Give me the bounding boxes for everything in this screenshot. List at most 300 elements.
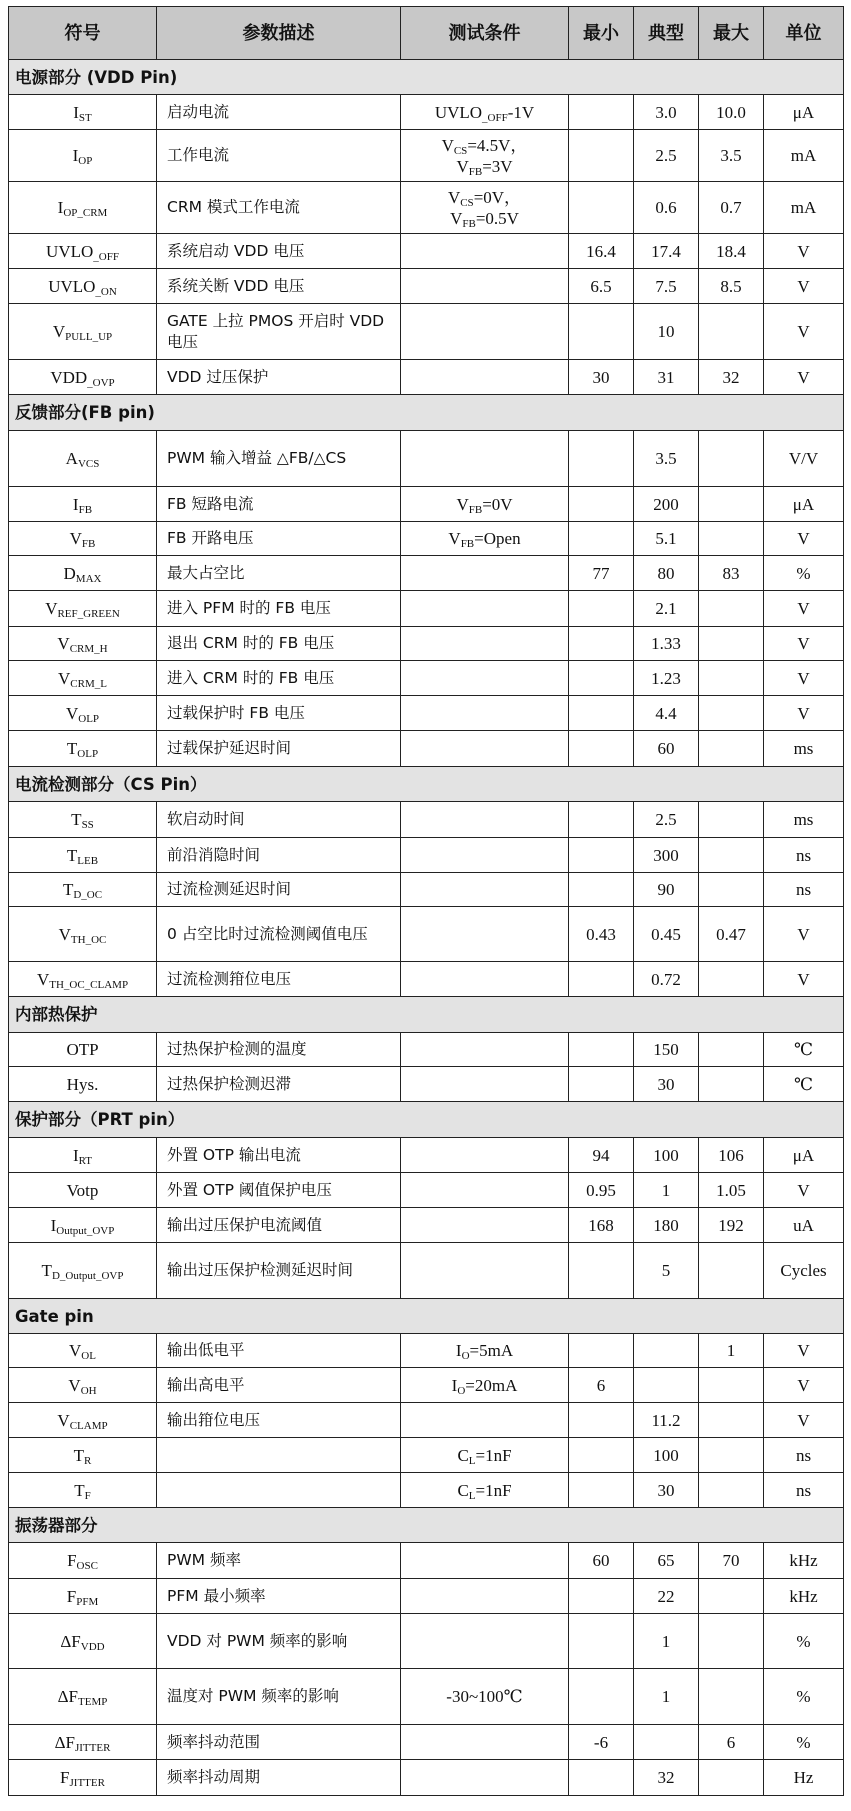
symbol-subscript: TH_OC [70, 933, 107, 946]
value-max [699, 873, 764, 907]
symbol-subscript: F [84, 1489, 91, 1502]
symbol-base: VDD [50, 367, 88, 387]
value-typ: 3.0 [634, 95, 699, 130]
symbol-base: I [72, 146, 79, 165]
value-typ: 100 [634, 1138, 699, 1173]
symbol-subscript: MAX [75, 572, 102, 585]
value-min: 6.5 [569, 269, 634, 304]
table-row [9, 1334, 844, 1368]
value-unit: V [764, 1173, 844, 1208]
test-condition [401, 1138, 569, 1173]
value-min [569, 1669, 634, 1725]
value-typ: 30 [634, 1067, 699, 1102]
value-unit: V [764, 360, 844, 395]
test-condition [401, 1173, 569, 1208]
parameter-description: VDD 过压保护 [157, 360, 401, 395]
symbol-subscript: _OFF [93, 250, 119, 263]
electrical-characteristics-table [8, 6, 844, 1796]
value-unit: V [764, 234, 844, 269]
value-unit: V [764, 907, 844, 962]
symbol-base: I [50, 1215, 57, 1235]
table-row [9, 1243, 844, 1299]
value-max [699, 1403, 764, 1438]
value-typ: 1.33 [634, 627, 699, 661]
value-typ: 5 [634, 1243, 699, 1299]
test-condition [401, 1614, 569, 1669]
symbol-subscript: SS [81, 819, 94, 831]
value-typ: 180 [634, 1208, 699, 1243]
parameter-symbol [9, 556, 157, 591]
parameter-description: 输出过压保护电流阈值 [157, 1208, 401, 1243]
table-row [9, 1579, 844, 1614]
value-unit: Cycles [764, 1243, 844, 1299]
symbol-base: F [60, 1768, 70, 1787]
value-unit: ℃ [764, 1033, 844, 1067]
section-title: 振荡器部分 [9, 1508, 844, 1543]
parameter-symbol [9, 838, 157, 873]
value-unit: ms [764, 802, 844, 838]
header-description: 参数描述 [157, 7, 401, 60]
parameter-description: 过热保护检测的温度 [157, 1033, 401, 1067]
value-unit: kHz [764, 1543, 844, 1579]
value-max [699, 696, 764, 731]
test-condition: $I_O=5mA$ [401, 1334, 569, 1368]
value-max [699, 431, 764, 487]
value-typ [634, 1368, 699, 1403]
parameter-description: 输出箝位电压 [157, 1403, 401, 1438]
value-unit: V [764, 591, 844, 627]
value-unit: V [764, 1403, 844, 1438]
value-typ: 17.4 [634, 234, 699, 269]
parameter-symbol [9, 962, 157, 997]
parameter-symbol [9, 269, 157, 304]
parameter-description: PWM 输入增益 △FB/△CS [157, 431, 401, 487]
table-row [9, 1138, 844, 1173]
value-typ: 7.5 [634, 269, 699, 304]
parameter-symbol [9, 1368, 157, 1403]
parameter-description: 工作电流 [157, 130, 401, 182]
parameter-description: GATE 上拉 PMOS 开启时 VDD 电压 [157, 304, 401, 360]
test-condition [401, 1208, 569, 1243]
value-unit: V [764, 661, 844, 696]
test-condition [401, 962, 569, 997]
symbol-subscript: VCS [77, 458, 100, 470]
value-max [699, 1760, 764, 1796]
value-unit: % [764, 1669, 844, 1725]
table-row [9, 1473, 844, 1508]
table-row [9, 1725, 844, 1760]
value-max [699, 487, 764, 522]
value-unit: uA [764, 1208, 844, 1243]
table-row [9, 1033, 844, 1067]
parameter-symbol [9, 1438, 157, 1473]
symbol-base: V [57, 634, 70, 653]
value-typ: 60 [634, 731, 699, 767]
parameter-description: 频率抖动周期 [157, 1760, 401, 1796]
value-unit: V [764, 962, 844, 997]
value-max: 70 [699, 1543, 764, 1579]
value-typ: 100 [634, 1438, 699, 1473]
value-unit: V/V [764, 431, 844, 487]
value-max [699, 1438, 764, 1473]
value-max: 83 [699, 556, 764, 591]
value-typ: 31 [634, 360, 699, 395]
value-min [569, 1760, 634, 1796]
value-unit: V [764, 522, 844, 556]
value-min: 94 [569, 1138, 634, 1173]
value-max: 192 [699, 1208, 764, 1243]
symbol-base: T [74, 1480, 85, 1500]
value-unit: V [764, 696, 844, 731]
table-row [9, 130, 844, 182]
test-condition: $V_{CS}=0V$， $V_{FB}=0.5V$ [401, 182, 569, 234]
value-min [569, 1067, 634, 1102]
symbol-base: V [69, 1341, 82, 1360]
parameter-description: 退出 CRM 时的 FB 电压 [157, 627, 401, 661]
test-condition [401, 873, 569, 907]
section-title: 电流检测部分（CS Pin） [9, 767, 844, 802]
symbol-subscript: OL [81, 1350, 96, 1362]
section-header-row [9, 767, 844, 802]
value-typ: 80 [634, 556, 699, 591]
value-unit: ns [764, 838, 844, 873]
table-row [9, 1368, 844, 1403]
parameter-symbol [9, 1243, 157, 1299]
header-condition: 测试条件 [401, 7, 569, 60]
parameter-description: VDD 对 PWM 频率的影响 [157, 1614, 401, 1669]
value-unit: % [764, 1725, 844, 1760]
parameter-symbol [9, 696, 157, 731]
value-max: 1.05 [699, 1173, 764, 1208]
test-condition [401, 269, 569, 304]
value-min [569, 731, 634, 767]
parameter-symbol [9, 627, 157, 661]
value-min: -6 [569, 1725, 634, 1760]
value-unit: mA [764, 182, 844, 234]
table-row [9, 360, 844, 395]
parameter-symbol [9, 360, 157, 395]
symbol-subscript: LEB [77, 854, 99, 867]
symbol-base: I [72, 494, 79, 514]
value-max: 8.5 [699, 269, 764, 304]
symbol-subscript: OP_CRM [63, 207, 108, 219]
section-header-row [9, 60, 844, 95]
value-min [569, 661, 634, 696]
test-condition [401, 1543, 569, 1579]
value-min [569, 1473, 634, 1508]
test-condition [401, 731, 569, 767]
symbol-base: ΔF [54, 1732, 75, 1752]
symbol-base: I [73, 102, 79, 122]
value-min [569, 802, 634, 838]
value-unit: ℃ [764, 1067, 844, 1102]
header-min: 最小 [569, 7, 634, 60]
symbol-base: UVLO [46, 241, 94, 261]
symbol-base: T [71, 810, 82, 829]
parameter-symbol [9, 130, 157, 182]
symbol-base: I [57, 198, 64, 217]
symbol-base: ΔF [57, 1687, 79, 1706]
value-min [569, 487, 634, 522]
value-typ: 11.2 [634, 1403, 699, 1438]
test-condition [401, 907, 569, 962]
value-min [569, 130, 634, 182]
symbol-base: ΔF [60, 1631, 81, 1651]
value-unit: μA [764, 1138, 844, 1173]
value-min: 16.4 [569, 234, 634, 269]
table-row [9, 1543, 844, 1579]
test-condition: -30~100℃ [401, 1669, 569, 1725]
value-typ: 22 [634, 1579, 699, 1614]
symbol-subscript: CRM_H [69, 643, 108, 655]
parameter-description: 外置 OTP 输出电流 [157, 1138, 401, 1173]
parameter-symbol [9, 1614, 157, 1669]
symbol-base: V [45, 599, 58, 618]
symbol-subscript: D_OC [73, 889, 103, 901]
parameter-description: 软启动时间 [157, 802, 401, 838]
symbol-subscript: OP [78, 155, 93, 167]
parameter-description: 过热保护检测迟滞 [157, 1067, 401, 1102]
section-title: 电源部分 (VDD Pin) [9, 60, 844, 95]
test-condition: $V_{FB}=0V$ [401, 487, 569, 522]
table-row [9, 1669, 844, 1725]
value-unit: μA [764, 487, 844, 522]
section-title: 内部热保护 [9, 997, 844, 1033]
value-unit: V [764, 269, 844, 304]
symbol-subscript: TEMP [78, 1696, 108, 1708]
test-condition [401, 360, 569, 395]
table-row [9, 1438, 844, 1473]
parameter-symbol [9, 661, 157, 696]
value-unit: kHz [764, 1579, 844, 1614]
section-title: 反馈部分(FB pin) [9, 395, 844, 431]
symbol-subscript: PULL_UP [65, 331, 113, 343]
value-unit: Hz [764, 1760, 844, 1796]
parameter-symbol [9, 1725, 157, 1760]
table-row [9, 962, 844, 997]
value-min: 0.95 [569, 1173, 634, 1208]
symbol-subscript: REF_GREEN [57, 608, 120, 620]
parameter-symbol [9, 1543, 157, 1579]
symbol-base: V [52, 322, 66, 341]
parameter-symbol [9, 487, 157, 522]
parameter-description: 系统关断 VDD 电压 [157, 269, 401, 304]
value-typ: 5.1 [634, 522, 699, 556]
value-min [569, 522, 634, 556]
table-row [9, 627, 844, 661]
value-min [569, 304, 634, 360]
parameter-symbol [9, 234, 157, 269]
value-unit: V [764, 304, 844, 360]
value-min: 77 [569, 556, 634, 591]
parameter-description: 启动电流 [157, 95, 401, 130]
table-row [9, 591, 844, 627]
parameter-symbol [9, 1669, 157, 1725]
section-header-row [9, 1299, 844, 1334]
value-max: 10.0 [699, 95, 764, 130]
section-header-row [9, 1102, 844, 1138]
symbol-subscript: PFM [76, 1595, 99, 1608]
value-max: 32 [699, 360, 764, 395]
test-condition [401, 1579, 569, 1614]
value-unit: μA [764, 95, 844, 130]
table-row [9, 95, 844, 130]
value-min: 6 [569, 1368, 634, 1403]
symbol-subscript: TH_OC_CLAMP [49, 978, 129, 991]
parameter-symbol [9, 1334, 157, 1368]
parameter-description [157, 1473, 401, 1508]
table-row [9, 873, 844, 907]
table-row [9, 182, 844, 234]
value-min [569, 1243, 634, 1299]
parameter-symbol [9, 95, 157, 130]
parameter-description: 进入 CRM 时的 FB 电压 [157, 661, 401, 696]
test-condition [401, 1725, 569, 1760]
test-condition [401, 591, 569, 627]
value-min [569, 1403, 634, 1438]
symbol-subscript: ST [78, 111, 92, 124]
symbol-base: V [57, 1410, 70, 1430]
table-row [9, 1760, 844, 1796]
value-min [569, 1033, 634, 1067]
parameter-description: 过流检测延迟时间 [157, 873, 401, 907]
symbol-base: V [68, 1375, 81, 1395]
test-condition [401, 1033, 569, 1067]
section-title: Gate pin [9, 1299, 844, 1334]
table-row [9, 1067, 844, 1102]
value-min [569, 591, 634, 627]
value-unit: V [764, 1368, 844, 1403]
test-condition [401, 556, 569, 591]
value-min [569, 182, 634, 234]
symbol-subscript: _ON [95, 285, 117, 298]
symbol-subscript: FB [78, 503, 93, 516]
parameter-symbol [9, 1473, 157, 1508]
table-header-row [9, 7, 844, 60]
parameter-description [157, 1438, 401, 1473]
parameter-symbol [9, 522, 157, 556]
table-row [9, 1208, 844, 1243]
symbol-subscript: R [84, 1454, 92, 1467]
symbol-subscript: CLAMP [69, 1419, 108, 1432]
symbol-base: V [65, 703, 79, 723]
section-title: 保护部分（PRT pin） [9, 1102, 844, 1138]
table-row [9, 522, 844, 556]
value-max [699, 1067, 764, 1102]
parameter-symbol [9, 1033, 157, 1067]
parameter-symbol [9, 1173, 157, 1208]
test-condition [401, 431, 569, 487]
table-row [9, 304, 844, 360]
symbol-base: OTP [66, 1040, 99, 1059]
value-max [699, 1033, 764, 1067]
value-unit: % [764, 1614, 844, 1669]
symbol-base: UVLO [48, 276, 96, 296]
value-unit: ns [764, 873, 844, 907]
parameter-description: 过流检测箝位电压 [157, 962, 401, 997]
table-row [9, 907, 844, 962]
parameter-symbol [9, 873, 157, 907]
symbol-base: A [65, 449, 78, 468]
value-min: 168 [569, 1208, 634, 1243]
value-max [699, 522, 764, 556]
symbol-base: V [69, 529, 82, 548]
symbol-subscript: RT [78, 1154, 93, 1167]
parameter-description: 过载保护时 FB 电压 [157, 696, 401, 731]
value-typ: 1 [634, 1614, 699, 1669]
section-header-row [9, 395, 844, 431]
value-typ: 30 [634, 1473, 699, 1508]
symbol-subscript: OLP [78, 712, 100, 725]
symbol-subscript: OLP [77, 748, 99, 760]
parameter-symbol [9, 731, 157, 767]
table-row [9, 487, 844, 522]
symbol-base: T [73, 1445, 85, 1465]
value-typ [634, 1334, 699, 1368]
value-max: 3.5 [699, 130, 764, 182]
value-min: 0.43 [569, 907, 634, 962]
parameter-symbol [9, 431, 157, 487]
symbol-subscript: JITTER [74, 1741, 111, 1754]
test-condition [401, 1403, 569, 1438]
value-typ: 150 [634, 1033, 699, 1067]
test-condition: $V_{FB}=Open$ [401, 522, 569, 556]
test-condition [401, 1760, 569, 1796]
parameter-description: 进入 PFM 时的 FB 电压 [157, 591, 401, 627]
value-typ: 10 [634, 304, 699, 360]
parameter-symbol [9, 1138, 157, 1173]
value-max [699, 731, 764, 767]
symbol-base: F [67, 1551, 77, 1570]
value-min [569, 838, 634, 873]
parameter-description: 系统启动 VDD 电压 [157, 234, 401, 269]
symbol-subscript: VDD [80, 1640, 105, 1653]
value-max [699, 1368, 764, 1403]
value-max [699, 627, 764, 661]
table-row [9, 556, 844, 591]
test-condition: $UVLO_{\_OFF}-1V$ [401, 95, 569, 130]
value-typ: 1 [634, 1173, 699, 1208]
symbol-subscript: Output_OVP [56, 1224, 115, 1237]
value-max [699, 962, 764, 997]
value-max [699, 591, 764, 627]
value-max: 1 [699, 1334, 764, 1368]
value-min [569, 696, 634, 731]
value-min [569, 627, 634, 661]
parameter-symbol [9, 907, 157, 962]
symbol-base: F [66, 1586, 77, 1606]
table-row [9, 234, 844, 269]
value-typ: 0.6 [634, 182, 699, 234]
value-min [569, 1438, 634, 1473]
value-typ: 200 [634, 487, 699, 522]
value-typ: 1 [634, 1669, 699, 1725]
parameter-description: 温度对 PWM 频率的影响 [157, 1669, 401, 1725]
test-condition: $C_L=1nF$ [401, 1438, 569, 1473]
value-min [569, 1614, 634, 1669]
value-typ: 2.5 [634, 802, 699, 838]
parameter-description: 前沿消隐时间 [157, 838, 401, 873]
symbol-base: T [66, 845, 78, 865]
value-max [699, 838, 764, 873]
value-typ: 300 [634, 838, 699, 873]
value-unit: V [764, 627, 844, 661]
parameter-description: CRM 模式工作电流 [157, 182, 401, 234]
value-max [699, 1243, 764, 1299]
value-max [699, 802, 764, 838]
test-condition: $I_O=20mA$ [401, 1368, 569, 1403]
symbol-subscript: CRM_L [70, 677, 107, 690]
